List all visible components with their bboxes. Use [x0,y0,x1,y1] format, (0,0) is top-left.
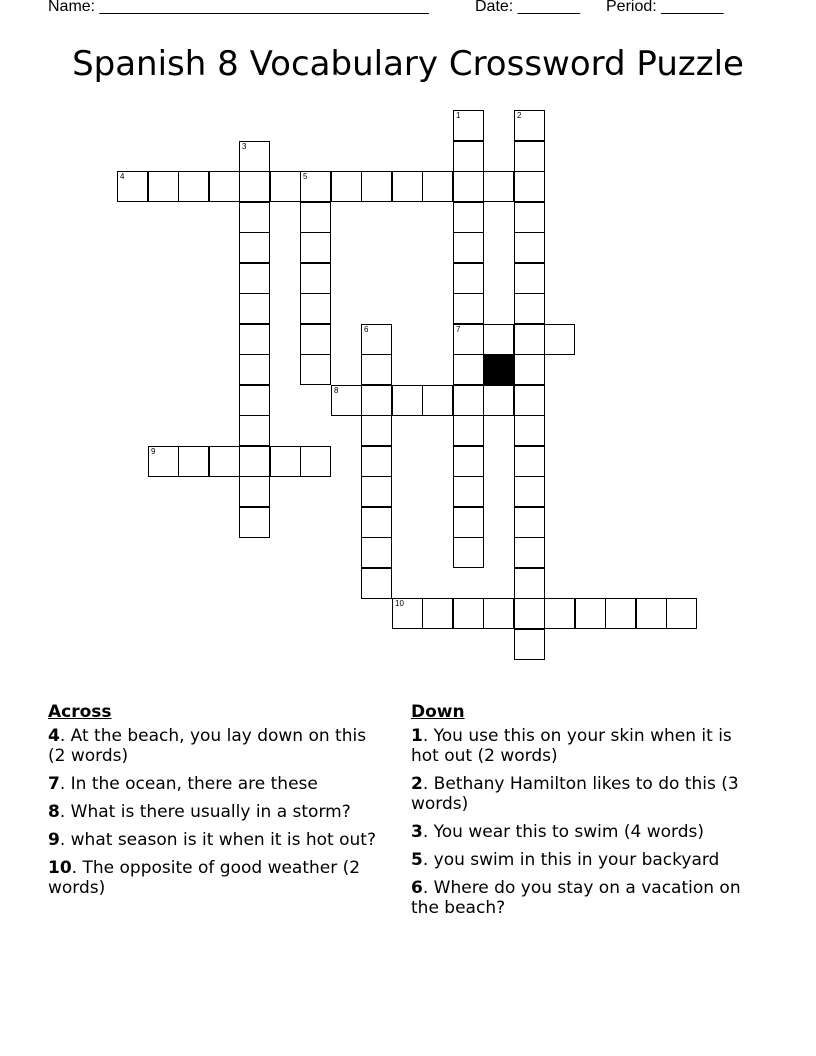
down-list [411,726,751,918]
clue-number-label: 7 [456,325,461,334]
clue-text: . You use this on your skin when it is hot out (2 words) [411,726,732,766]
crossword-cell[interactable] [453,507,484,538]
clue-number-label: 1 [456,111,461,120]
crossword-cell[interactable] [575,598,606,629]
down-clues [411,702,751,926]
crossword-cell[interactable] [300,354,331,385]
clue-across-9 [48,830,388,850]
crossword-cell[interactable] [453,537,484,568]
crossword-cell[interactable] [239,171,270,202]
period-field[interactable]: Period: _______ [606,0,724,15]
crossword-cell[interactable] [422,598,453,629]
clue-text: . Bethany Hamilton likes to do this (3 words) [411,774,739,814]
clue-text: . What is there usually in a storm? [59,802,351,822]
clue-number: 3 [411,822,423,842]
crossword-cell[interactable] [361,476,392,507]
crossword-cell[interactable] [483,171,514,202]
crossword-cell[interactable] [239,446,270,477]
crossword-cell[interactable] [300,446,331,477]
crossword-cell[interactable] [514,385,545,416]
crossword-cell[interactable] [453,598,484,629]
clue-text: . In the ocean, there are these [59,774,318,794]
crossword-cell[interactable] [361,568,392,599]
crossword-cell[interactable] [453,202,484,233]
clue-down-5 [411,850,751,870]
crossword-cell[interactable] [483,598,514,629]
crossword-cell[interactable] [239,202,270,233]
crossword-cell[interactable] [331,385,362,416]
crossword-cell[interactable] [483,385,514,416]
clue-number: 8 [48,802,60,822]
across-list [48,726,388,898]
across-heading: Across [48,702,112,722]
crossword-cell[interactable] [514,171,545,202]
crossword-cell[interactable] [270,446,301,477]
clue-number-label: 5 [303,172,308,181]
crossword-cell[interactable] [361,507,392,538]
crossword-cell[interactable] [392,598,423,629]
clue-number: 9 [48,830,60,850]
crossword-cell[interactable] [453,354,484,385]
clue-down-6 [411,878,751,918]
crossword-cell[interactable] [422,171,453,202]
crossword-cell[interactable] [239,476,270,507]
crossword-cell[interactable] [239,293,270,324]
crossword-cell[interactable] [239,354,270,385]
crossword-cell[interactable] [514,568,545,599]
crossword-cell[interactable] [361,415,392,446]
clue-number-label: 10 [395,599,404,608]
crossword-cell[interactable] [453,293,484,324]
down-heading: Down [411,702,465,722]
clue-number-label: 3 [242,142,247,151]
crossword-cell[interactable] [178,446,209,477]
crossword-cell[interactable] [361,385,392,416]
crossword-cell[interactable] [300,232,331,263]
clue-number: 4 [48,726,60,746]
clue-across-8 [48,802,388,822]
crossword-cell[interactable] [514,141,545,172]
crossword-cell[interactable] [666,598,697,629]
clue-down-2 [411,774,751,814]
crossword-cell[interactable] [331,171,362,202]
crossword-cell[interactable] [361,171,392,202]
crossword-cell[interactable] [453,476,484,507]
crossword-cell[interactable] [300,171,331,202]
clue-number-label: 9 [151,447,156,456]
crossword-cell[interactable] [514,263,545,294]
clue-number: 2 [411,774,423,794]
crossword-cell[interactable] [453,324,484,355]
crossword-cell[interactable] [453,171,484,202]
clue-number-label: 8 [334,386,339,395]
crossword-cell[interactable] [514,293,545,324]
crossword-cell[interactable] [300,324,331,355]
crossword-cell[interactable] [453,263,484,294]
clue-number: 6 [411,878,423,898]
crossword-cell[interactable] [636,598,667,629]
crossword-cell[interactable] [422,385,453,416]
clue-number: 7 [48,774,60,794]
clue-text: . what season is it when it is hot out? [59,830,376,850]
clue-number-label: 4 [120,172,125,181]
clue-number: 10 [48,858,72,878]
crossword-cell[interactable] [239,324,270,355]
name-field[interactable]: Name: _____________________________________ [48,0,429,15]
crossword-cell[interactable] [514,354,545,385]
date-field[interactable]: Date: _______ [475,0,580,15]
clue-number: 1 [411,726,423,746]
clue-across-10 [48,858,388,898]
crossword-cell[interactable] [209,446,240,477]
crossword-cell[interactable] [544,598,575,629]
page-title: Spanish 8 Vocabulary Crossword Puzzle [72,44,744,84]
crossword-cell[interactable] [544,324,575,355]
crossword-cell[interactable] [453,415,484,446]
crossword-cell[interactable] [453,385,484,416]
crossword-cell[interactable] [453,446,484,477]
clue-number-label: 6 [364,325,369,334]
crossword-cell[interactable] [239,263,270,294]
crossword-cell[interactable] [514,629,545,660]
crossword-cell[interactable] [239,385,270,416]
clue-text: . you swim in this in your backyard [422,850,720,870]
crossword-cell[interactable] [361,324,392,355]
crossword-cell[interactable] [514,598,545,629]
clue-number-label: 2 [517,111,522,120]
crossword-cell[interactable] [239,141,270,172]
crossword-cell[interactable] [514,507,545,538]
clue-number: 5 [411,850,423,870]
clue-text: . The opposite of good weather (2 words) [48,858,361,898]
crossword-cell[interactable] [239,507,270,538]
crossword-cell[interactable] [300,263,331,294]
crossword-cell[interactable] [483,324,514,355]
crossword-cell[interactable] [300,202,331,233]
crossword-cell[interactable] [209,171,240,202]
crossword-cell[interactable] [239,415,270,446]
crossword-cell[interactable] [392,171,423,202]
crossword-cell[interactable] [270,171,301,202]
crossword-cell[interactable] [514,202,545,233]
crossword-cell[interactable] [300,293,331,324]
clue-text: . You wear this to swim (4 words) [422,822,704,842]
clue-down-1 [411,726,751,766]
crossword-cell[interactable] [361,537,392,568]
crossword-cell[interactable] [514,324,545,355]
clue-across-4 [48,726,388,766]
crossword-cell[interactable] [361,446,392,477]
crossword-cell[interactable] [514,446,545,477]
crossword-cell[interactable] [514,110,545,141]
clue-down-3 [411,822,751,842]
crossword-cell[interactable] [239,232,270,263]
crossword-cell[interactable] [514,476,545,507]
across-clues [48,702,388,906]
crossword-cell[interactable] [605,598,636,629]
clue-text: . Where do you stay on a vacation on the beach? [411,878,741,918]
clue-across-7 [48,774,388,794]
crossword-cell[interactable] [148,171,179,202]
black-square [483,354,514,385]
crossword-cell[interactable] [453,110,484,141]
crossword-cell[interactable] [148,446,179,477]
crossword-cell[interactable] [178,171,209,202]
crossword-cell[interactable] [361,354,392,385]
crossword-cell[interactable] [514,415,545,446]
crossword-cell[interactable] [392,385,423,416]
crossword-cell[interactable] [514,232,545,263]
crossword-cell[interactable] [453,232,484,263]
clue-text: . At the beach, you lay down on this (2 words) [48,726,367,766]
crossword-cell[interactable] [117,171,148,202]
crossword-cell[interactable] [453,141,484,172]
crossword-cell[interactable] [514,537,545,568]
